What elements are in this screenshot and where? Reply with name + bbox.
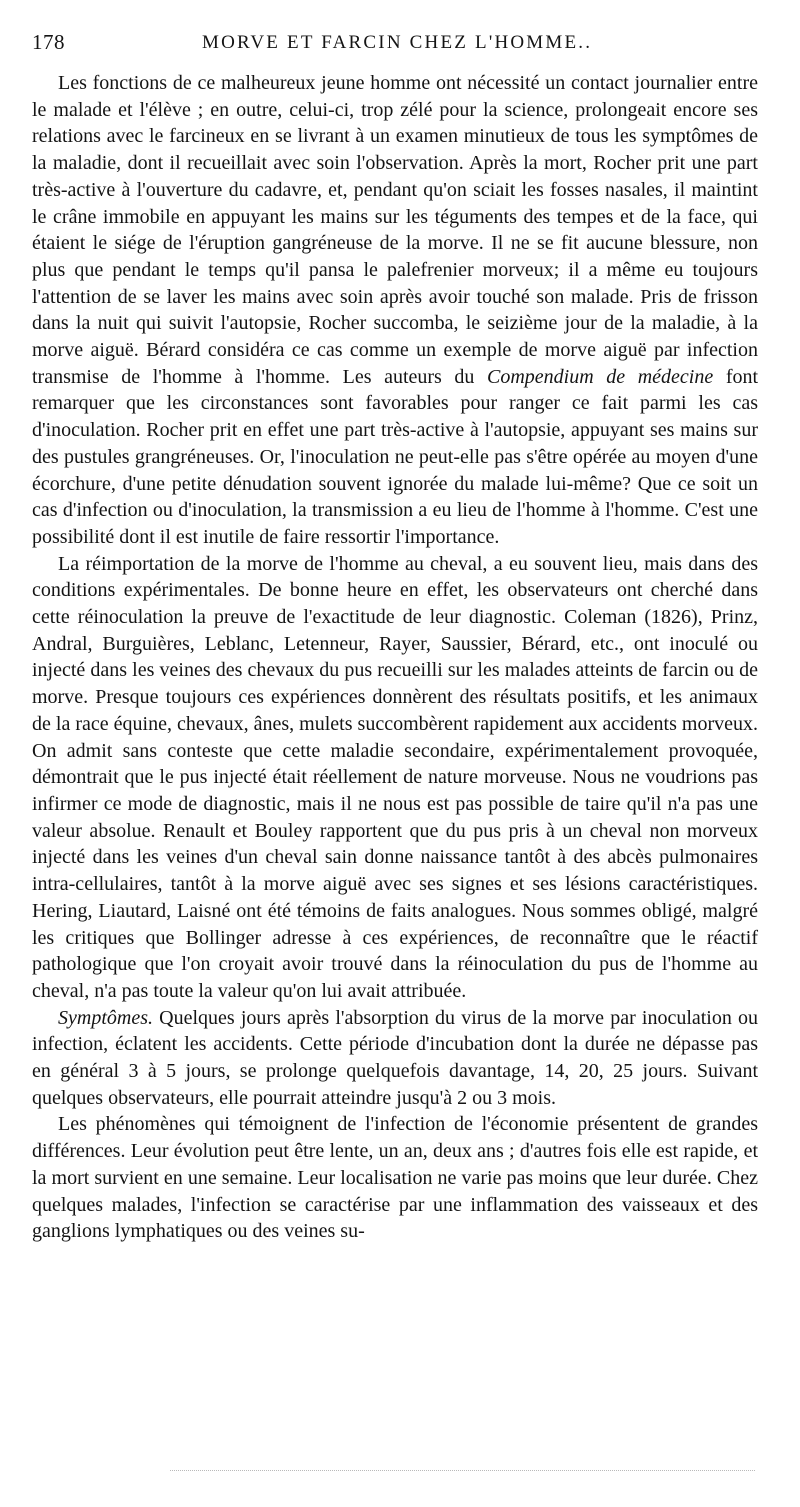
paragraph-text: Les phénomènes qui témoignent de l'infection de l'économie présentent de grandes différences. Leur évolution peut être lente, un an, deux ans ; d'autres fois elle est rapide, et la mort survient en une semaine. Leur localisation ne varie pas moins que leur durée. Chez quelques malades, l'infection se caractérise par une inflammation des vaisseaux et des ganglions lymphatiques ou des veines su- <box>32 1113 758 1243</box>
paragraph-reimportation <box>32 551 758 1005</box>
paragraph-symptomes <box>32 1005 758 1112</box>
work-title-italic: Compendium de médecine <box>487 365 714 388</box>
paragraph-rocher-case <box>32 70 758 551</box>
body-text <box>32 70 758 1245</box>
paragraph-text: Les fonctions de ce malheureux jeune homme ont nécessité un contact journalier entre le malade et l'élève ; en outre, celui-ci, trop zélé pour la science, prolongeait encore ses relations avec le farcineux en se livrant à un examen minutieux de tous les symptômes de la maladie, dont il recueillait avec soin l'observation. Après la mort, Rocher prit une part très-active à l'ouverture du cadavre, et, pendant qu'on sciait les fosses nasales, il maintint le crâne immobile en appuyant les mains sur les téguments des tempes et de la face, qui étaient le siége de l'éruption gangréneuse de la morve. Il ne se fit aucune blessure, non plus que pendant le temps qu'il pansa le palefrenier morveux; il a même eu toujours l'attention de se laver les mains avec soin après avoir touché son malade. Pris de frisson dans la nuit qui suivit l'autopsie, Rocher succomba, le seizième jour de la maladie, à la morve aiguë. Bérard considéra ce cas comme un exemple de morve aiguë par infection transmise de l'homme à l'homme. Les auteurs du <box>32 72 758 388</box>
page-number: 178 <box>32 30 65 54</box>
paragraph-text: La réimportation de la morve de l'homme au cheval, a eu souvent lieu, mais dans des conditions expérimentales. De bonne heure en effet, les observateurs ont cherché dans cette réinoculation la preuve de l'exactitude de leur diagnostic. Coleman (1826), Prinz, Andral, Burguières, Leblanc, Letenneur, Rayer, Saussier, Bérard, etc., ont inoculé ou injecté dans les veines des chevaux du pus recueilli sur les malades atteints de farcin ou de morve. Presque toujours ces expériences donnèrent des résultats positifs, et les animaux de la race équine, chevaux, ânes, mulets succombèrent rapidement aux accidents morveux. On admit sans conteste que cette maladie secondaire, expérimentalement provoquée, démontrait que le pus injecté était réellement de nature morveuse. Nous ne voudrions pas infirmer ce mode de diagnostic, mais il ne nous est pas possible de taire qu'il n'a pas une valeur absolue. Renault et Bouley rapportent que du pus pris à un cheval non morveux injecté dans les veines d'un cheval sain donne naissance tantôt à des abcès pulmonaires intra-cellulaires, tantôt à la morve aiguë avec ses signes et ses lésions caractéristiques. Hering, Liautard, Laisné ont été témoins de faits analogues. Nous sommes obligé, malgré les critiques que Bollinger adresse à ces expériences, de reconnaître que le réactif pathologique que l'on croyait avoir trouvé dans la réinoculation du pus de l'homme au cheval, n'a pas toute la valeur qu'on lui avait attribuée. <box>32 552 758 1002</box>
paragraph-text-continued: font remarquer que les circonstances sont favorables pour ranger ce fait parmi les cas d'inoculation. Rocher prit en effet une part très-active à l'autopsie, appuyant ses mains sur des pustules grangréneuses. Or, l'inoculation ne peut-elle pas s'être opérée au moyen d'une écorchure, d'une petite dénudation souvent ignorée du malade lui-même? Que ce soit un cas d'infection ou d'inoculation, la transmission a eu lieu de l'homme à l'homme. C'est une possibilité dont il est inutile de faire ressortir l'importance. <box>32 365 759 548</box>
section-heading: Symptômes. <box>58 1006 153 1029</box>
paragraph-phenomenes <box>32 1111 758 1245</box>
running-head <box>32 30 772 60</box>
page-bottom-rule <box>170 1470 755 1471</box>
running-title: MORVE ET FARCIN CHEZ L'HOMME.. <box>202 32 593 53</box>
paragraph-text: Quelques jours après l'absorption du virus de la morve par inoculation ou infection, éclatent les accidents. Cette période d'incubation dont la durée ne dépasse pas en général 3 à 5 jours, se prolonge quelquefois davantage, 14, 20, 25 jours. Suivant quelques observateurs, elle pourrait atteindre jusqu'à 2 ou 3 mois. <box>32 1006 759 1109</box>
